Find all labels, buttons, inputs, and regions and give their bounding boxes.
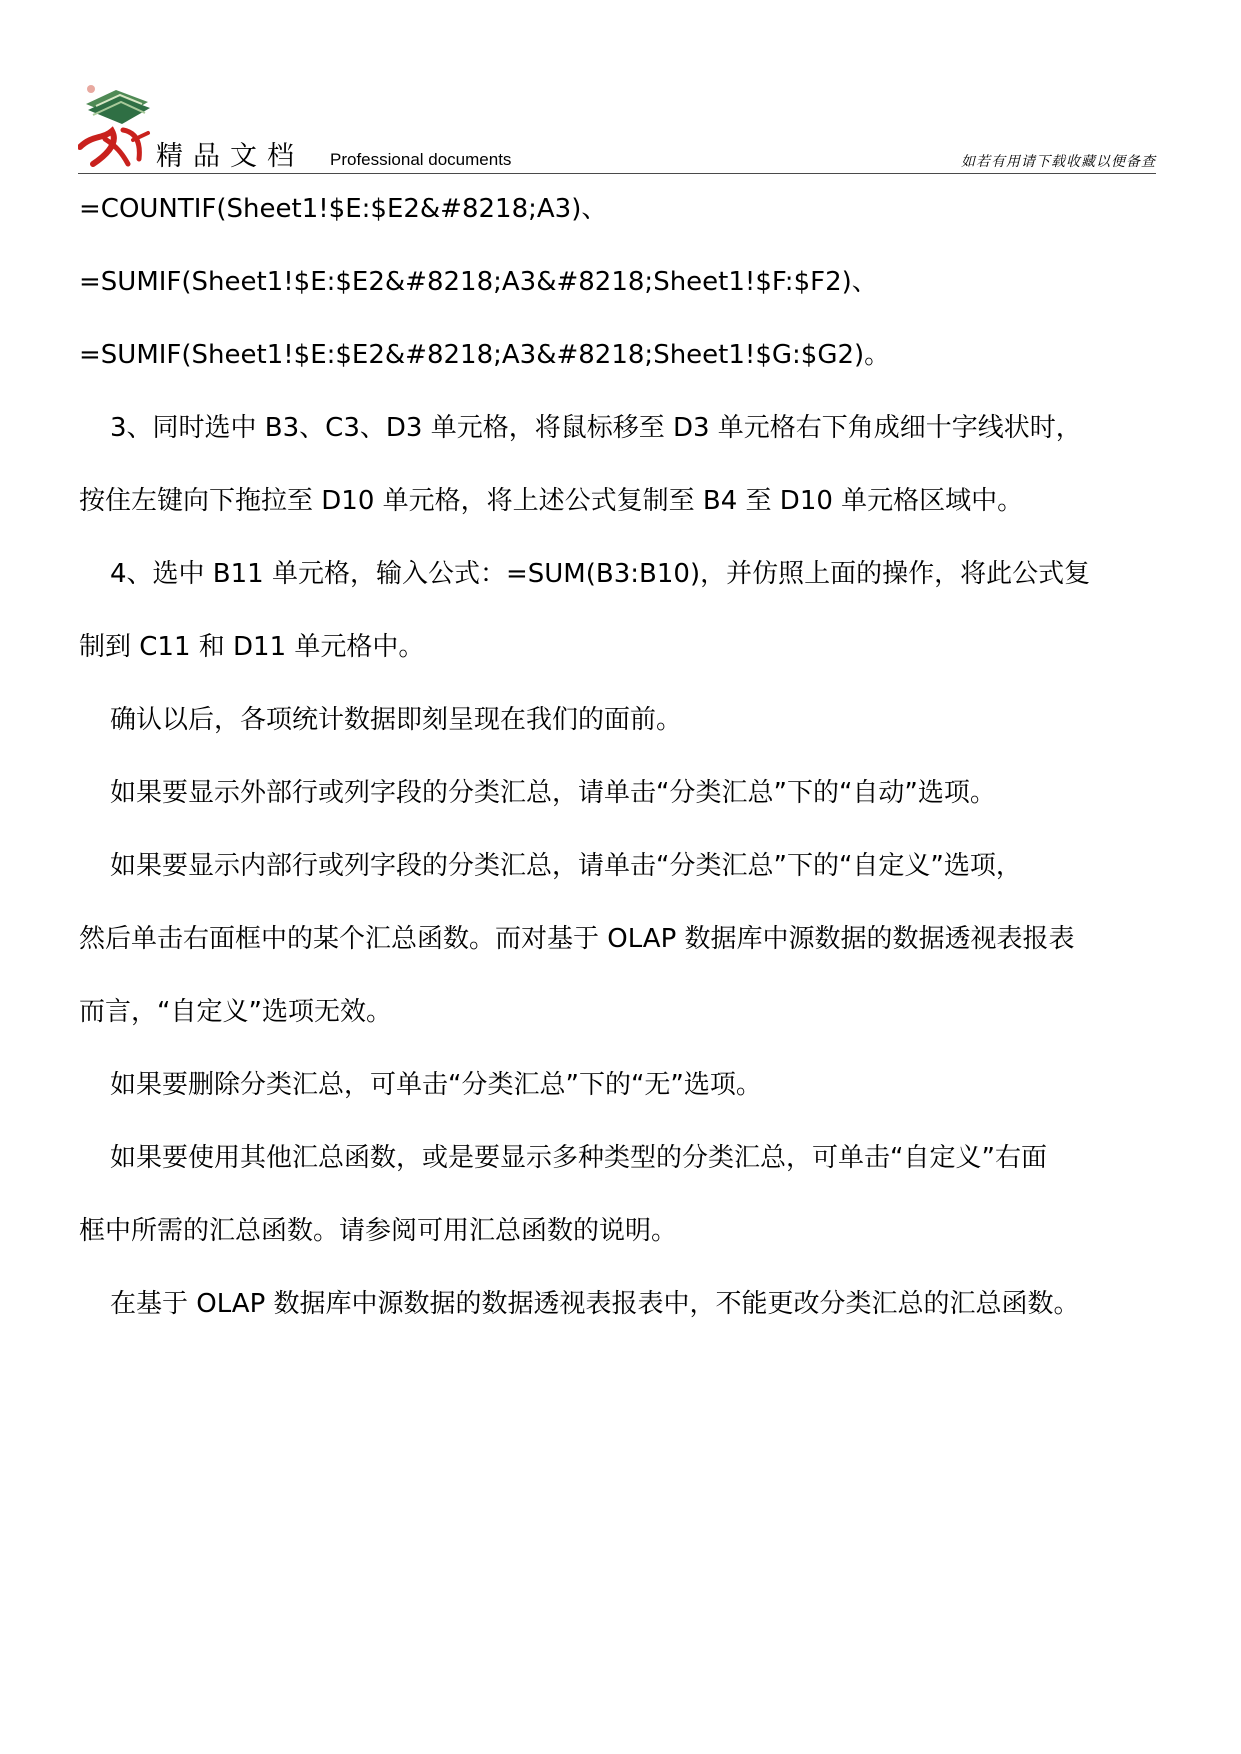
formula-line-sumif-g: =SUMIF(Sheet1!$E:$E2&#8218;A3&#8218;Sheet1!$G:$G2)。 — [79, 340, 891, 370]
brand-chinese-title: 精品文档 — [156, 141, 304, 172]
inner-subtotal-line-3: 而言，“自定义”选项无效。 — [79, 997, 392, 1027]
brand-english-title: Professional documents — [330, 150, 512, 169]
download-tagline: 如若有用请下载收藏以便备查 — [961, 154, 1156, 170]
delete-subtotal-paragraph: 如果要删除分类汇总，可单击“分类汇总”下的“无”选项。 — [110, 1070, 762, 1100]
header-divider — [78, 173, 1156, 174]
other-functions-line-2: 框中所需的汇总函数。请参阅可用汇总函数的说明。 — [79, 1216, 678, 1246]
inner-subtotal-line-1: 如果要显示内部行或列字段的分类汇总，请单击“分类汇总”下的“自定义”选项， — [110, 851, 1022, 881]
book-logo-icon — [78, 84, 156, 172]
step-4-line-1: 4、选中 B11 单元格，输入公式：=SUM(B3:B10)，并仿照上面的操作，将此公式复 — [110, 559, 1091, 589]
step-4-line-2: 制到 C11 和 D11 单元格中。 — [79, 632, 425, 662]
step-3-line-2: 按住左键向下拖拉至 D10 单元格，将上述公式复制至 B4 至 D10 单元格区域中。 — [79, 486, 1024, 516]
step-3-line-1: 3、同时选中 B3、C3、D3 单元格，将鼠标移至 D3 单元格右下角成细十字线状时， — [110, 413, 1082, 443]
formula-line-countif: =COUNTIF(Sheet1!$E:$E2&#8218;A3)、 — [79, 194, 608, 224]
document-header — [78, 84, 1156, 178]
confirmation-paragraph: 确认以后，各项统计数据即刻呈现在我们的面前。 — [110, 705, 683, 735]
formula-line-sumif-f: =SUMIF(Sheet1!$E:$E2&#8218;A3&#8218;Sheet1!$F:$F2)、 — [79, 267, 878, 297]
outer-subtotal-paragraph: 如果要显示外部行或列字段的分类汇总，请单击“分类汇总”下的“自动”选项。 — [110, 778, 996, 808]
other-functions-line-1: 如果要使用其他汇总函数，或是要显示多种类型的分类汇总，可单击“自定义”右面 — [110, 1143, 1047, 1173]
olap-note-paragraph: 在基于 OLAP 数据库中源数据的数据透视表报表中，不能更改分类汇总的汇总函数。 — [110, 1289, 1080, 1319]
inner-subtotal-line-2: 然后单击右面框中的某个汇总函数。而对基于 OLAP 数据库中源数据的数据透视表报表 — [79, 924, 1075, 954]
